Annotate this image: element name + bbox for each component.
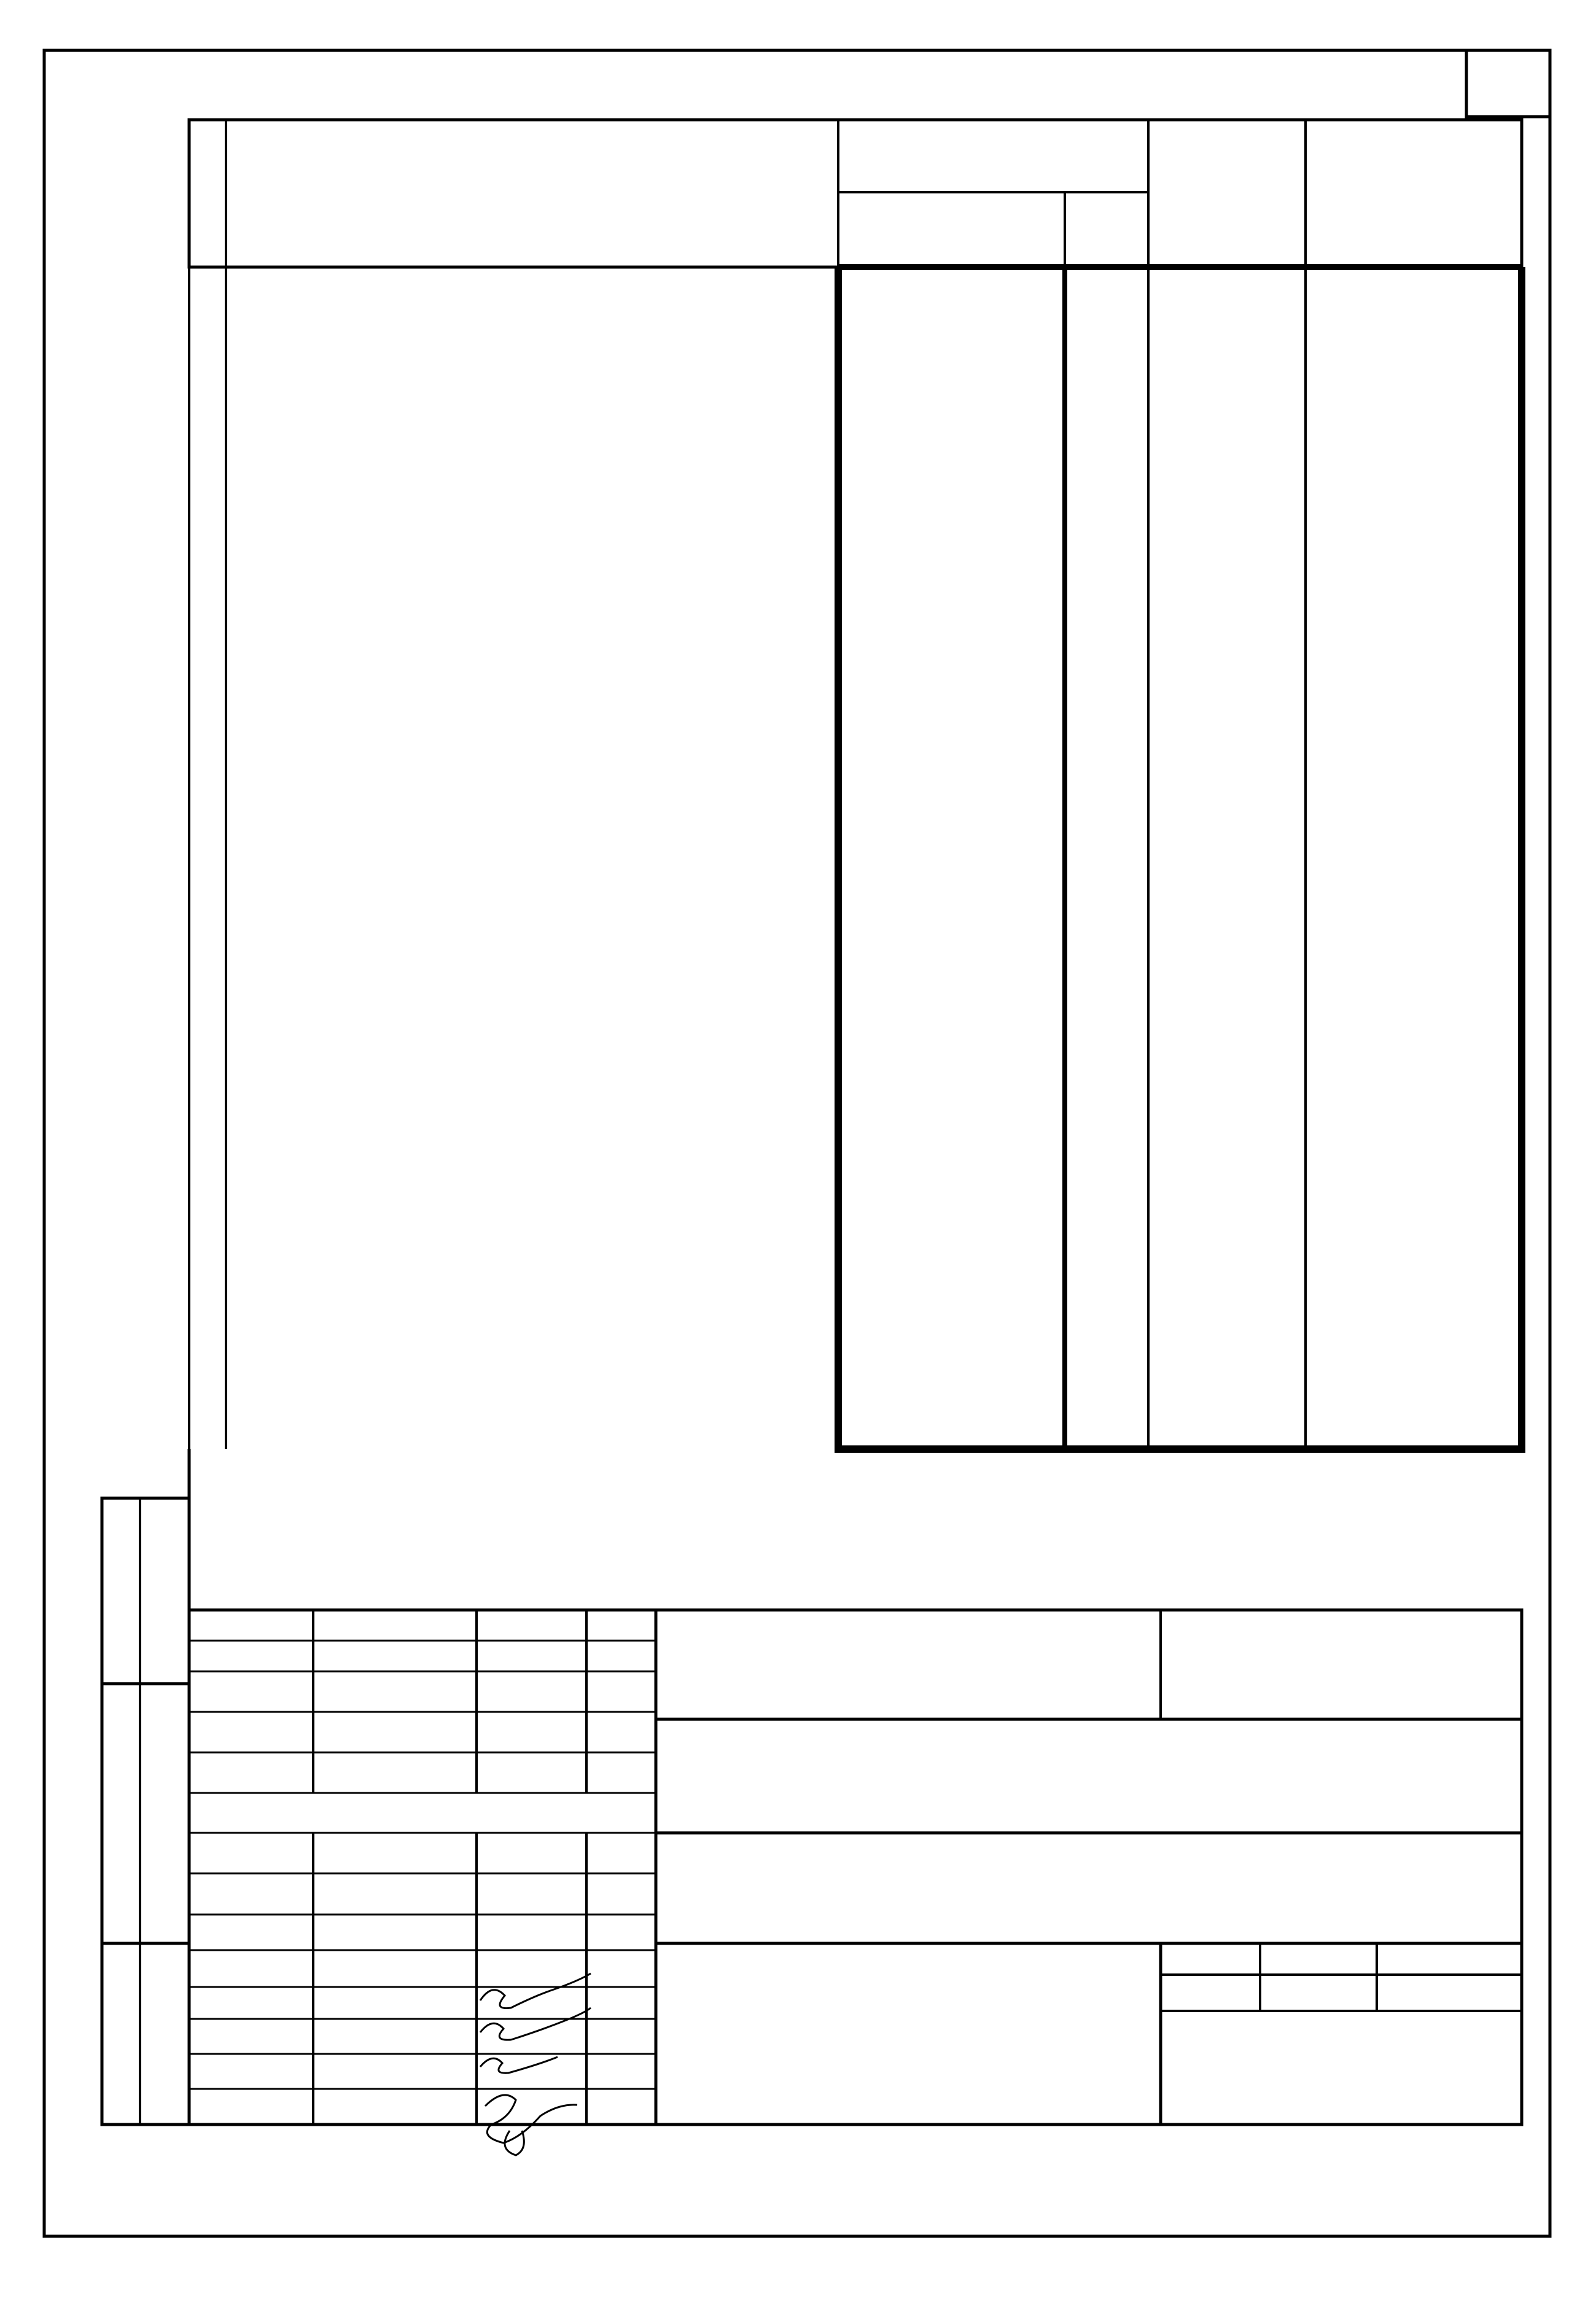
materials-table (189, 120, 1522, 1449)
outer-frame (44, 50, 1550, 2236)
signature-scribbles (480, 1973, 591, 2155)
title-block (189, 1610, 1522, 2125)
page-number-box (1466, 50, 1550, 117)
side-stamp-column (102, 1449, 189, 2125)
